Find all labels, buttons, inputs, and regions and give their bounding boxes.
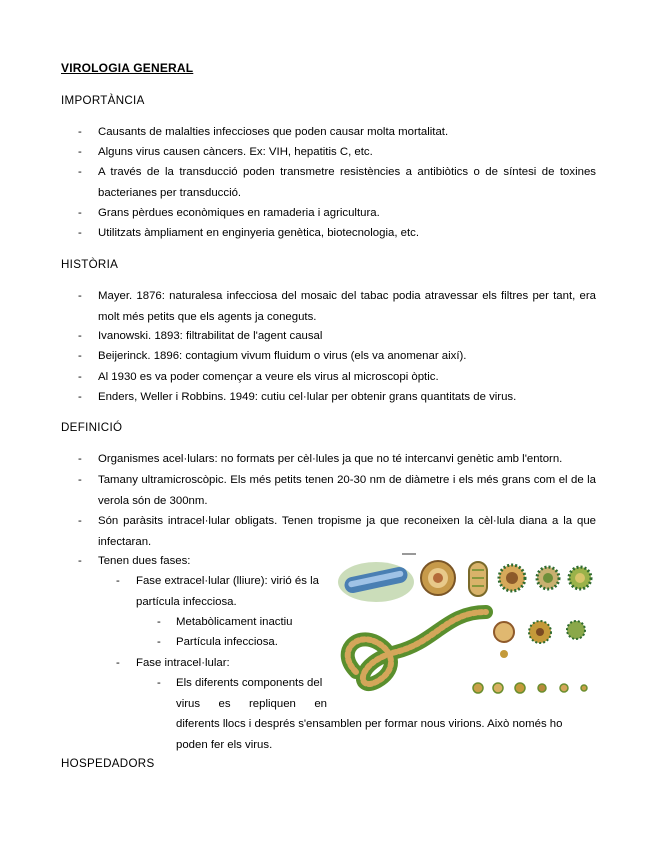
virus-morphology-illustration (336, 552, 598, 702)
detail-line-3: diferents llocs i després s'ensamblen per formar nous virions. Això només ho (176, 718, 563, 730)
list-item: - Utilitzats àmpliament en enginyeria genètica, biotecnologia, etc. (78, 227, 420, 239)
icosahedral-virus (567, 621, 585, 639)
list-item: - Tenen dues fases: (78, 555, 191, 567)
phase-extracellular: - Fase extracel·lular (lliure): virió és la partícula infecciosa. (116, 571, 319, 612)
phase-intracellular: - Fase intracel·lular: (116, 657, 230, 669)
list-item: - Partícula infecciosa. (157, 636, 278, 648)
small-virus (473, 683, 587, 693)
list-item: - Metabòlicament inactiu (157, 616, 293, 628)
icosahedral-virus (500, 650, 508, 658)
list-item: - Beijerinck. 1896: contagium vivum fluidum o virus (els va anomenar així). (78, 350, 467, 362)
filamentous-virus (348, 612, 486, 684)
list-item: - Alguns virus causen càncers. Ex: VIH, hepatitis C, etc. (78, 146, 373, 158)
list-item: - Enders, Weller i Robbins. 1949: cutiu cel·lular per obtenir grans quantitats de virus. (78, 391, 517, 403)
phase-extracellular-line-2: partícula infecciosa. (136, 595, 237, 608)
spiked-virus (499, 565, 525, 591)
list-item: - Grans pèrdues econòmiques en ramaderia i agricultura. (78, 207, 380, 219)
icosahedral-virus (529, 621, 551, 643)
phase-extracellular-line-1: Fase extracel·lular (lliure): virió és la (136, 575, 319, 587)
detail-line-2: virus es repliquen en (176, 697, 327, 710)
spherical-virus (421, 561, 455, 595)
bullet-virus (469, 562, 487, 596)
rod-virus (338, 554, 416, 602)
list-item: - Causants de malalties infeccioses que poden causar molta mortalitat. (78, 126, 449, 138)
spiked-virus (537, 567, 559, 589)
document-title: VIROLOGIA GENERAL (61, 61, 194, 75)
list-item: - A través de la transducció poden transmetre resistències a antibiòtics o de síntesi de toxines bacterianes per transducció. (78, 166, 596, 199)
list-item: - Tamany ultramicroscòpic. Els més petits tenen 20-30 nm de diàmetre i els més grans com el de la verola són de 300nm. (78, 474, 596, 507)
list-item: - Ivanowski. 1893: filtrabilitat de l'agent causal (78, 330, 323, 342)
section-heading-importancia: IMPORTÀNCIA (61, 94, 145, 107)
list-item: - Organismes acel·lulars: no formats per cèl·lules ja que no té intercanvi genètic amb l'entorn. (78, 453, 563, 465)
detail-line-1: Els diferents components del (176, 677, 323, 689)
icosahedral-virus (494, 622, 514, 642)
section-heading-historia: HISTÒRIA (61, 258, 119, 271)
detail-line-4: poden fer els virus. (176, 738, 273, 751)
section-heading-hospedadors: HOSPEDADORS (61, 757, 155, 770)
spiked-virus (569, 567, 591, 589)
list-item: - Al 1930 es va poder començar a veure els virus al microscopi òptic. (78, 371, 439, 383)
phase-intracellular-detail: - Els diferents components del virus es repliquen en diferents llocs i després s'ensamblen per formar nous virions. Això només ho poden fer els virus. (157, 673, 562, 755)
section-heading-definicio: DEFINICIÓ (61, 421, 123, 434)
list-item: - Són paràsits intracel·lular obligats. Tenen tropisme ja que reconeixen la cèl·lula diana a la que infectaran. (78, 515, 596, 548)
list-item: - Mayer. 1876: naturalesa infecciosa del mosaic del tabac podia atravessar els filtres per tant, era molt més petits que els agents ja coneguts. (78, 290, 596, 323)
